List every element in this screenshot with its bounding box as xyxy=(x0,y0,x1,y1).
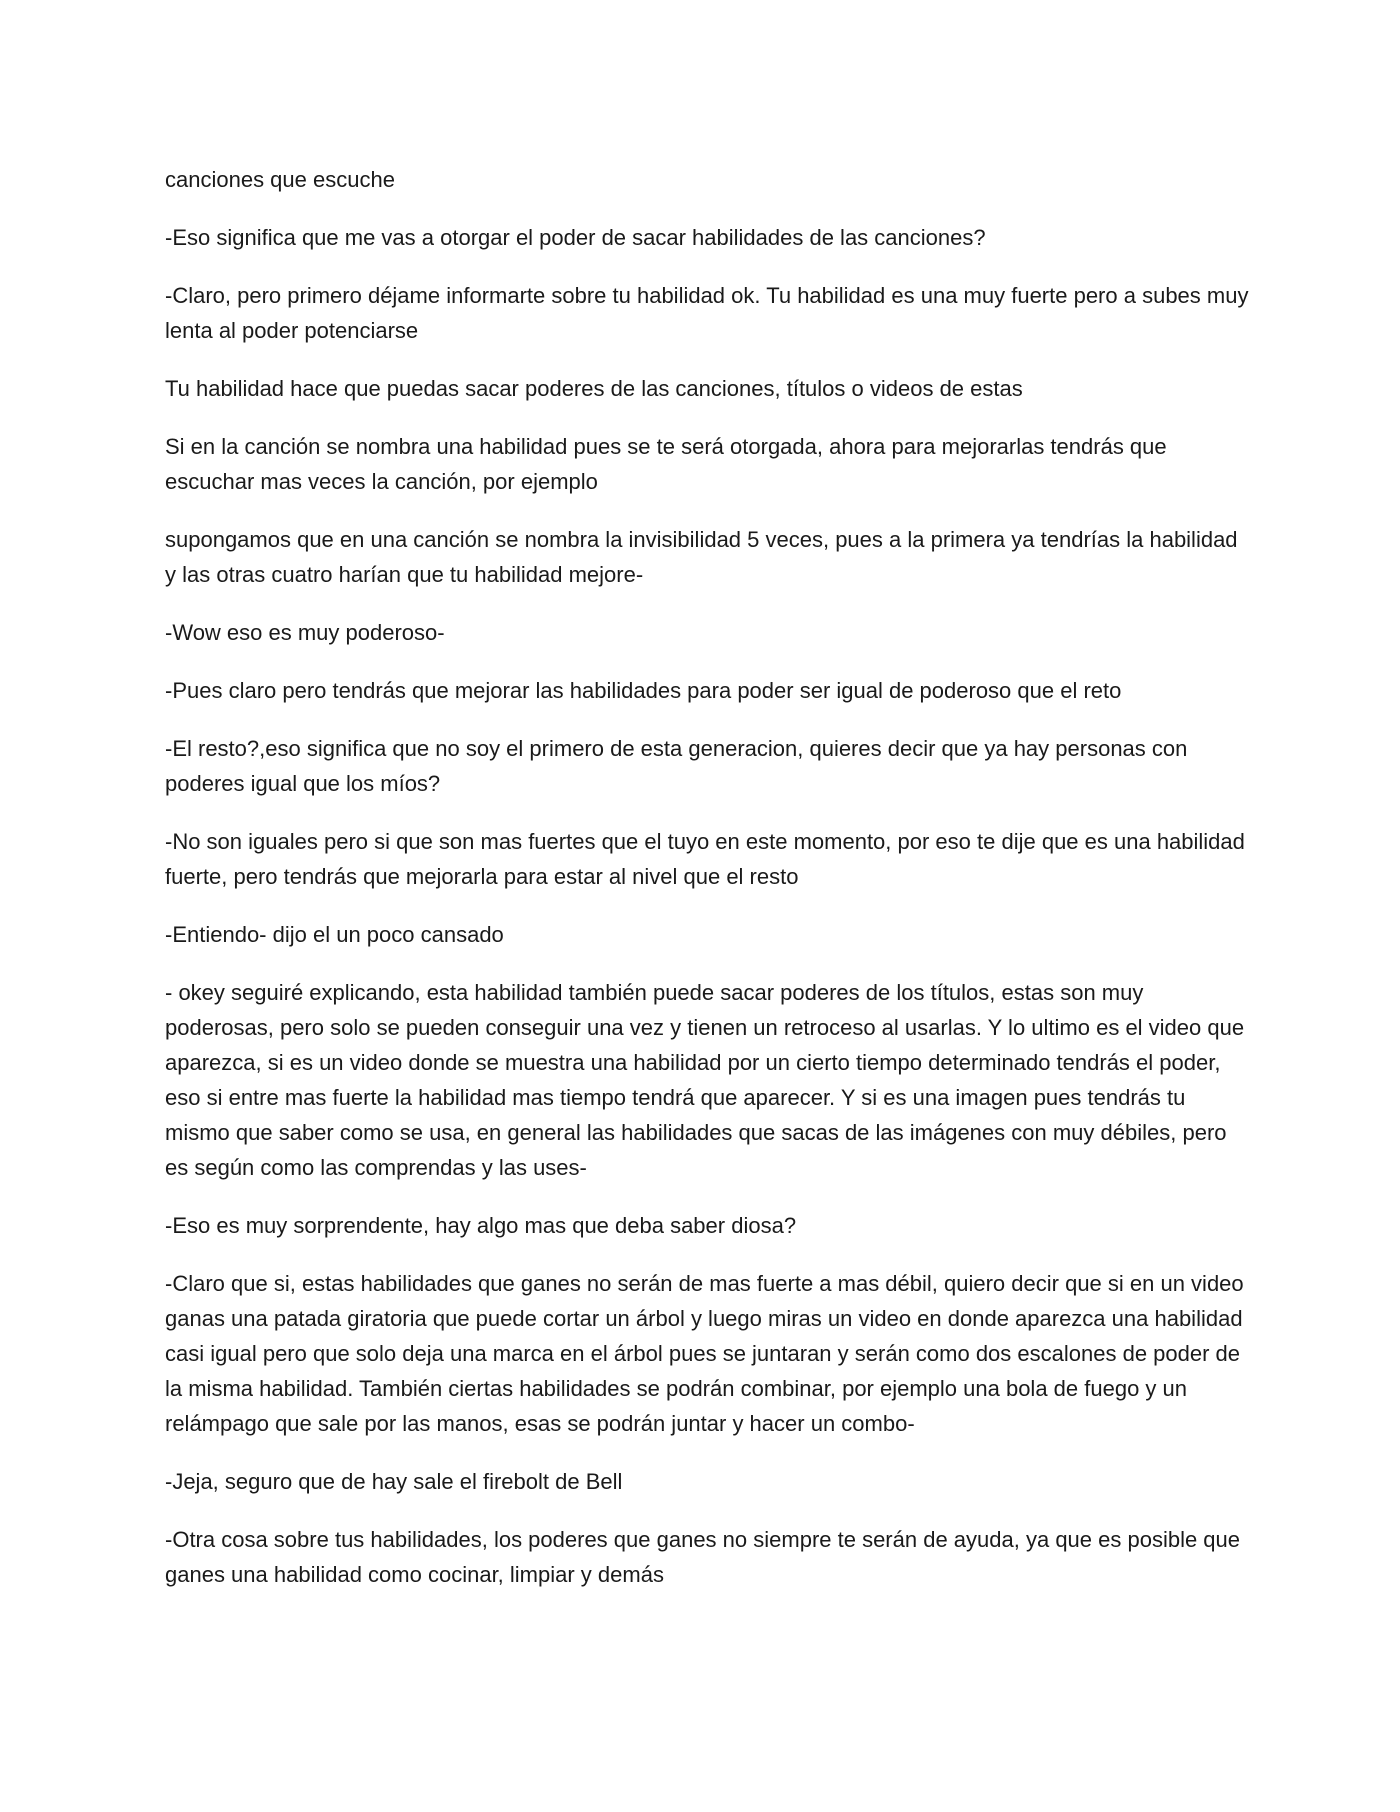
paragraph: -No son iguales pero si que son mas fuertes que el tuyo en este momento, por eso te dije que es una habilidad fuerte, pero tendrás que mejorarla para estar al nivel que el resto xyxy=(165,829,1245,889)
paragraph: supongamos que en una canción se nombra la invisibilidad 5 veces, pues a la primera ya tendrías la habilidad y las otras cuatro harían que tu habilidad mejore- xyxy=(165,527,1238,587)
paragraph: -Jeja, seguro que de hay sale el firebolt de Bell xyxy=(165,1469,623,1494)
paragraph: -Pues claro pero tendrás que mejorar las habilidades para poder ser igual de poderoso que el reto xyxy=(165,678,1122,703)
paragraph: -Eso significa que me vas a otorgar el poder de sacar habilidades de las canciones? xyxy=(165,225,986,250)
document-body xyxy=(165,162,1250,1615)
paragraph: -Eso es muy sorprendente, hay algo mas que deba saber diosa? xyxy=(165,1213,797,1238)
paragraph: -Claro, pero primero déjame informarte sobre tu habilidad ok. Tu habilidad es una muy fuerte pero a subes muy lenta al poder potenciarse xyxy=(165,283,1249,343)
paragraph: -El resto?,eso significa que no soy el primero de esta generacion, quieres decir que ya hay personas con poderes igual que los míos? xyxy=(165,736,1188,796)
paragraph: -Wow eso es muy poderoso- xyxy=(165,620,445,645)
paragraph: - okey seguiré explicando, esta habilidad también puede sacar poderes de los títulos, estas son muy poderosas, pero solo se pueden conseguir una vez y tienen un retroceso al usarlas. Y lo ultimo es el video que aparezca, si es un video donde se muestra una habilidad por un cierto tiempo determinado tendrás el poder, eso si entre mas fuerte la habilidad mas tiempo tendrá que aparecer. Y si es una imagen pues tendrás tu mismo que saber como se usa, en general las habilidades que sacas de las imágenes con muy débiles, pero es según como las comprendas y las uses- xyxy=(165,980,1245,1180)
paragraph: -Otra cosa sobre tus habilidades, los poderes que ganes no siempre te serán de ayuda, ya que es posible que ganes una habilidad como cocinar, limpiar y demás xyxy=(165,1527,1241,1587)
paragraph: Si en la canción se nombra una habilidad pues se te será otorgada, ahora para mejorarlas tendrás que escuchar mas veces la canción, por ejemplo xyxy=(165,434,1167,494)
paragraph: -Claro que si, estas habilidades que ganes no serán de mas fuerte a mas débil, quiero decir que si en un video ganas una patada giratoria que puede cortar un árbol y luego miras un video en donde aparezca una habilidad casi igual pero que solo deja una marca en el árbol pues se juntaran y serán como dos escalones de poder de la misma habilidad. También ciertas habilidades se podrán combinar, por ejemplo una bola de fuego y un relámpago que sale por las manos, esas se podrán juntar y hacer un combo- xyxy=(165,1271,1244,1436)
paragraph: canciones que escuche xyxy=(165,167,395,192)
paragraph: -Entiendo- dijo el un poco cansado xyxy=(165,922,504,947)
paragraph: Tu habilidad hace que puedas sacar poderes de las canciones, títulos o videos de estas xyxy=(165,376,1023,401)
